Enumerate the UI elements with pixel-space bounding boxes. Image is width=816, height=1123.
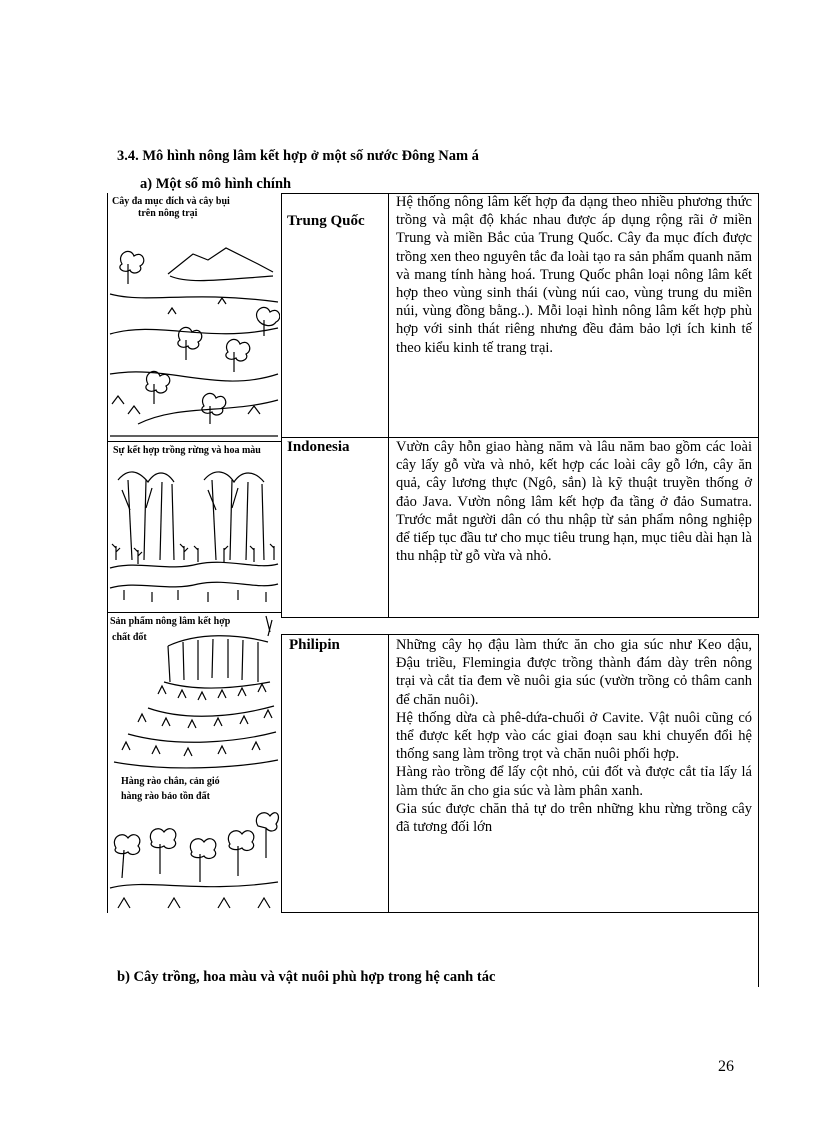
model-paragraph: Gia súc được chăn thả tự do trên những khu rừng trồng cây đã tương đối lớn xyxy=(396,800,752,836)
table-border xyxy=(281,634,759,635)
country-label: Philipin xyxy=(289,637,340,653)
table-border xyxy=(281,634,282,913)
illustration-caption: Sản phẩm nông lâm kết hợp chất đốt xyxy=(110,616,231,643)
fuelwood-terraces-illustration xyxy=(108,612,280,770)
model-paragraph: Hàng rào trồng để lấy cột nhỏ, củi đốt và được cắt tỉa lấy lá làm thức ăn cho gia súc và làm phân xanh. xyxy=(396,764,752,799)
table-border xyxy=(281,617,759,618)
hillside-farm-trees-illustration xyxy=(108,224,280,440)
illustration-divider xyxy=(107,441,281,442)
page-number: 26 xyxy=(718,1058,734,1075)
table-border xyxy=(281,912,759,913)
forest-crop-intercropping-illustration xyxy=(108,460,280,610)
illustration-caption: Hàng rào chắn, cản gió hàng rào bảo tồn đất xyxy=(121,776,220,802)
illustration-caption: Sự kết hợp trồng rừng và hoa màu xyxy=(113,445,261,456)
table-border xyxy=(758,634,759,987)
subsection-a-title: a) Một số mô hình chính xyxy=(140,176,292,192)
table-border xyxy=(388,634,389,913)
model-description xyxy=(396,438,752,565)
hedgerow-windbreak-illustration xyxy=(108,808,280,912)
country-label: Trung Quốc xyxy=(287,213,365,229)
country-label: Indonesia xyxy=(287,439,350,455)
model-paragraph: Vườn cây hỗn giao hàng năm và lâu năm bao gồm các loài cây lấy gỗ vừa và nhỏ, kết hợp các loài cây gỗ lớn, cây ăn quả, cây lương thực (Ngô, sắn) là kỹ thuật truyền thống ở đảo Java. Vườn nông lâm kết hợp đa tầng ở đảo Sumatra. Trước mắt người dân có thu nhập từ sản phẩm nông nghiệp để tiếp tục đầu tư cho mục tiêu trung hạn, mục tiêu dài hạn là thu nhập từ gỗ vừa và nhỏ. xyxy=(396,439,752,565)
model-paragraph: Hệ thống dừa cà phê-dứa-chuối ở Cavite. Vật nuôi cũng có thể được kết hợp vào các giai đoạn sau khi chuyển đổi hệ thống sang làm trồng trọt và chăn nuôi phối hợp. xyxy=(396,709,752,763)
subsection-b-title: b) Cây trồng, hoa màu và vật nuôi phù hợp trong hệ canh tác xyxy=(117,969,496,985)
model-paragraph: Những cây họ đậu làm thức ăn cho gia súc như Keo dậu, Đậu triều, Flemingia được trồng thành đám dày trên nông trại và cắt tỉa đem về nuôi gia súc (vườn trồng cỏ thâm canh để chăn nuôi). xyxy=(396,637,752,708)
table-border xyxy=(388,193,389,618)
table-border xyxy=(758,193,759,618)
section-title: 3.4. Mô hình nông lâm kết hợp ở một số nước Đông Nam á xyxy=(117,148,479,164)
model-description xyxy=(396,636,752,836)
model-paragraph: Hệ thống nông lâm kết hợp đa dạng theo nhiều phương thức trồng và mật độ khác nhau được áp dụng rộng rãi ở miền Trung và miền Bắc của Trung Quốc. Cây đa mục đích được trồng xen theo nguyên tắc đa loài tạo ra sản phẩm quanh năm và mang tính hàng hoá. Trung Quốc phân loại nông lâm kết hợp theo vùng sinh thái (vùng núi cao, vùng trung du miền núi, vùng đồng bằng..). Mỗi loại hình nông lâm kết hợp phù hợp với sinh thát riêng nhưng đều đảm bảo lợi ích kinh tế theo kiểu kinh tế trang trại. xyxy=(396,194,752,356)
table-border xyxy=(281,193,282,618)
illustration-caption: Cây đa mục đích và cây bụi trên nông trại xyxy=(112,196,230,219)
model-description xyxy=(396,193,752,357)
